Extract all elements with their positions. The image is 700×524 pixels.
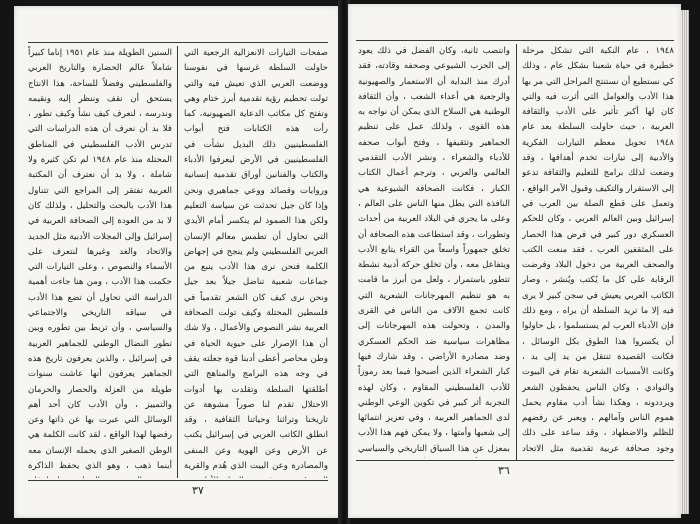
top-rule <box>28 42 328 43</box>
column-divider <box>177 46 178 478</box>
bottom-rule <box>356 460 674 461</box>
page-number: ٣٧ <box>192 484 204 497</box>
right-page <box>348 4 681 518</box>
page-number: ٣٦ <box>498 464 510 477</box>
text-column-right: صفحات التيارات الانعزالية الرجعية التي حاولت السلطة غرسها في نفوسنا ووضعت العربي الذي تعيش فيه والتي تولت تحطيم رؤية تقدمية أبرز ختام وهي وتفتح كل مكاتب الدعاية الصهيونية، كما رأت هذه الكتابات فتح أبواب الفلسطينيين ذلك البديل نشأت في الفلسطينيين في الأرض ليعرفوا الأدباء والكتاب والفنانين أوراق تقدمية إنسانية وروايات وقصائد ووعي جماهيري ونحن وإذا كان جيل تحدثت عن سياسة التعليم ولكن هذا الصمود لم ينكسر أمام الأيدي التي تحاول أن تطمس معالم الإنسان العربي الفلسطيني ولم ينجح في إجهاض الكلمة فنحن نرى هذا الأدب ينبع من جماعات شعبية تناضل جيلاً بعد جيل ونحن نرى كيف كان الشعر تقدمياً في فلسطين المحتلة وكيف تولت الصحافة العربية نشر النصوص والأعمال ، ولا شك أن هذا الإصرار على حيوية الحياة في وطن محاصر أعطى أدبنا قوة جعلته يقف في وجه هذه البرامج والمناهج التي أطلقتها السلطة وتقلدت بها أدوات الاحتلال تقدم لنا صوراً مشوهة عن تاريخنا وتراثنا وحياتنا الثقافية ، وقد انطلق الكاتب العربي في إسرائيل يكتب عن الأرض وعن الهوية وعن المنفى والمصادرة وعن البيت الذي هُدم والقرية <box>184 48 328 472</box>
top-rule <box>356 40 674 41</box>
text-column-left: السنين الطويلة منذ عام ١٩٥١ إناما كبيراً شاملاً عالم الحضارة والتاريخ العربي والفلسطيني وفضلاً للساحة، هذا الانتاج يستحق أن نقف وننظر إليه ونقيمه وندرسه ، لنعرف كيف نشأ وكيف تطور ، فلا بد أن نعرف أن هذه الدراسات التي تدرس الأدب الفلسطيني في المناطق المحتلة منذ عام ١٩٤٨ لم تكن كثيرة ولا شاملة ، ولا بد أن نعترف أن المكتبة العربية تفتقر إلى المراجع التي تتناول هذا الأدب بالبحث والتحليل ، ولذلك كان لا بد من العودة إلى الصحافة العربية في إسرائيل وإلى المجلات الأدبية مثل الجديد والاتحاد والغد وغيرها لنتعرف على الأسماء والنصوص ، وعلى التيارات التي حكمت هذا الأدب ، ومن هنا جاءت أهمية الدراسة التي تحاول أن تضع هذا الأدب في سياقه التاريخي والاجتماعي والسياسي ، وأن تربط بين تطوره وبين تطور النضال الوطني للجماهير العربية في إسرائيل ، والذين يعرفون تاريخ هذه الجماهير يعرفون أنها عاشت سنوات طويلة من العزلة والحصار والحرمان والتمييز ، وأن الأدب كان أحد أهم الوسائل التي عبرت بها عن ذاتها وعن رفضها لهذا الواقع ، لقد كانت الكلمة هي الوطن الصغير الذي يحمله الإنسان معه أينما ذهب ، وهو الذي يحفظ الذاكرة <box>28 48 172 472</box>
bottom-rule <box>28 480 328 481</box>
column-divider <box>516 44 517 460</box>
text-column-right: ١٩٤٨ ، عام النكبة التي تشكل مرحلة خطيرة في حياة شعبنا بشكل عام ، وذلك كي نستطيع أن نستنتج المراحل التي مر بها هذا الأدب والعوامل التي أثرت فيه والتي كان لها أكبر تأثير على الأدب والثقافة العربية ، حيث حاولت السلطة بعد عام ١٩٤٨ تحويل معظم التيارات الفكرية والأدبية إلى تيارات تخدم أهدافها ، وقد وضعت لذلك برامج للتعليم والثقافة تدعو إلى الاستقرار والتكيف وقبول الأمر الواقع ، وتعمل على قطع الصلة بين العرب في إسرائيل وبين العالم العربي ، وكان للحكم العسكري دور كبير في فرض هذا الحصار على المثقفين العرب ، فقد منعت الكتب والصحف العربية من دخول البلاد وفرضت الرقابة على كل ما يُكتب ويُنشر ، وصار الكاتب العربي يعيش في سجن كبير لا يرى فيه إلا ما تريد السلطة أن يراه ، ومع ذلك فإن الأدباء العرب لم يستسلموا ، بل حاولوا أن يكسروا هذا الطوق بكل الوسائل ، فكانت القصيدة تنتقل من يد إلى يد ، وكانت الأمسيات الشعرية تقام في البيوت والنوادي ، وكان الناس يحفظون الشعر ويرددونه ، وهكذا نشأ أدب مقاوم يحمل هموم الناس وآمالهم ، ويعبر عن رفضهم للظلم والاضطهاد ، وقد ساعد على ذلك وجود صحافة عربية تقدمية مثل الاتحاد <box>522 46 674 454</box>
left-page <box>14 6 340 518</box>
page-edges <box>681 10 689 514</box>
text-column-left: وانتصب ثانية، وكان الفضل في ذلك يعود إلى الحزب الشيوعي وصحفه وقادته، فقد أدرك منذ البداية أن الاستعمار والصهيونية والرجعية هي أعداء الشعب ، وأن الثقافة الوطنية هي السلاح الذي يمكن أن نواجه به هذه القوى ، ولذلك عمل على تنظيم الجماهير وتثقيفها ، وفتح أبواب صحفه للأدباء والشعراء ، ونشر الأدب التقدمي العالمي والعربي ، وترجم أعمال الكتاب الكبار ، فكانت الصحافة الشيوعية هي النافذة التي يطل منها الناس على العالم ، وعلى ما يجري في البلاد العربية من أحداث وتطورات ، وقد استطاعت هذه الصحافة أن تخلق جمهوراً واسعاً من القراء يتابع الأدب ويتفاعل معه ، وأن تخلق حركة أدبية نشطة تتطور باستمرار ، ولعل من أبرز ما قامت به هو تنظيم المهرجانات الشعرية التي كانت تجمع الآلاف من الناس في القرى والمدن ، وتحولت هذه المهرجانات إلى مظاهرات سياسية ضد الحكم العسكري وضد مصادرة الأراضي ، وقد شارك فيها كبار الشعراء الذين أصبحوا فيما بعد رموزاً للأدب الفلسطيني المقاوم ، وكان لهذه التجربة أثر كبير في تكوين الوعي الوطني لدى الجماهير العربية ، وفي تعزيز انتمائها إلى شعبها وأمتها ، ولا يمكن فهم هذا الأدب بمعزل عن هذا السياق التاريخي والسياسي <box>358 46 510 454</box>
